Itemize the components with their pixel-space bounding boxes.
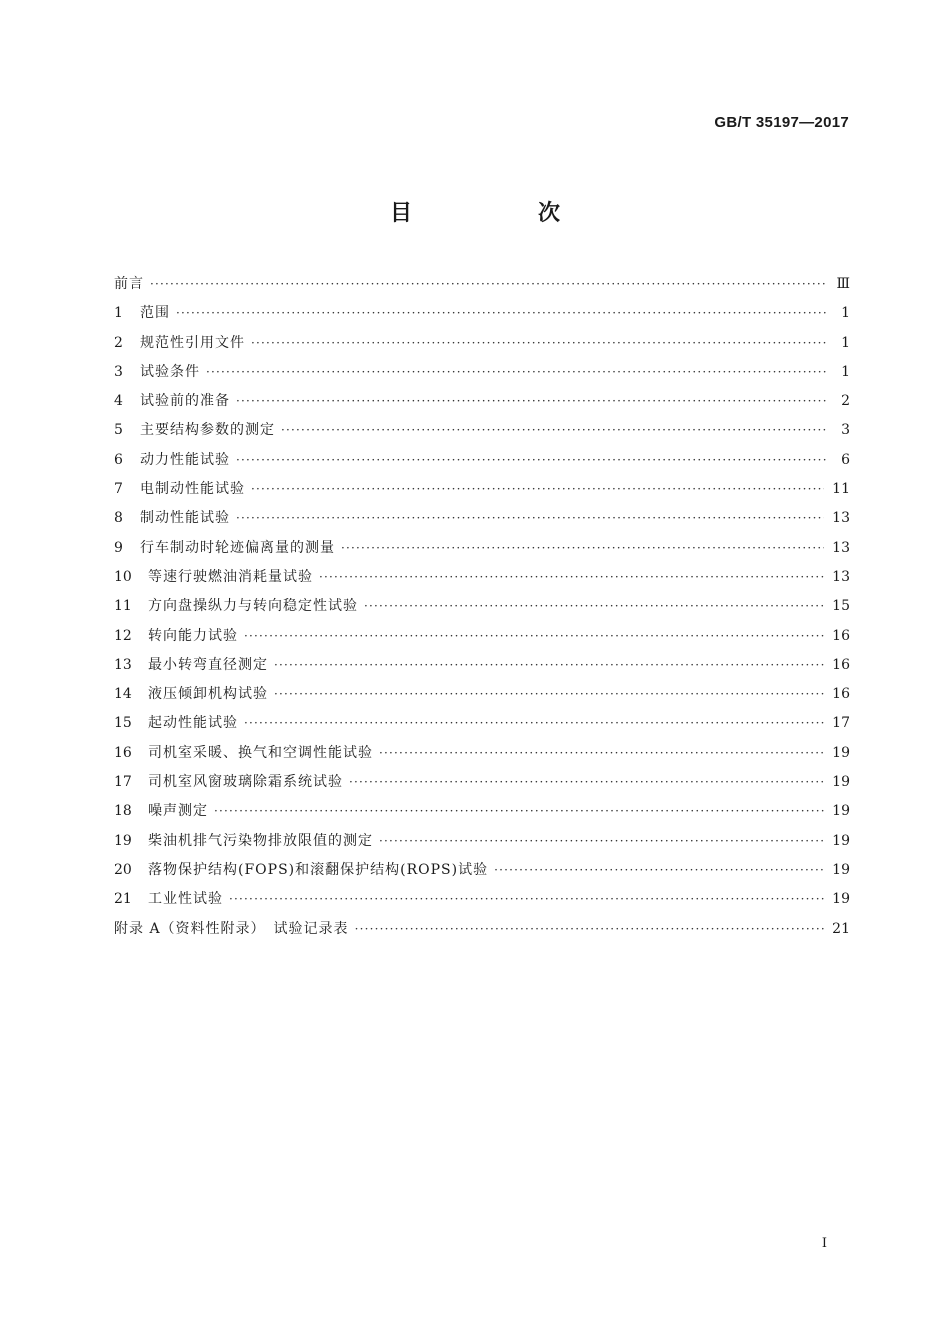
toc-entry-title: 附录 A（资料性附录） 试验记录表 xyxy=(114,920,349,937)
toc-leader-dots xyxy=(150,270,828,299)
toc-entry-title: 柴油机排气污染物排放限值的测定 xyxy=(148,832,373,849)
toc-entry-title: 行车制动时轮迹偏离量的测量 xyxy=(140,539,335,556)
toc-entry-title: 落物保护结构(FOPS)和滚翻保护结构(ROPS)试验 xyxy=(148,861,489,878)
toc-entry-page: 2 xyxy=(841,393,850,410)
toc-entry-number: 5 xyxy=(114,422,123,439)
toc-entry-page: 3 xyxy=(841,422,850,439)
toc-entry-number: 21 xyxy=(114,891,132,908)
toc-entry-title: 方向盘操纵力与转向稳定性试验 xyxy=(148,598,358,615)
toc-leader-dots xyxy=(244,622,824,651)
toc-entry-number: 9 xyxy=(114,539,123,556)
toc-entry-title: 工业性试验 xyxy=(148,891,223,908)
toc-entry-page: 1 xyxy=(841,334,850,351)
toc-entry-page: 1 xyxy=(841,305,850,322)
toc-entry[interactable] xyxy=(114,475,850,504)
toc-entry-page: 1 xyxy=(841,363,850,380)
toc-entry[interactable] xyxy=(114,504,850,533)
toc-entry-title: 制动性能试验 xyxy=(140,510,230,527)
toc-entry[interactable] xyxy=(114,915,850,944)
toc-entry[interactable] xyxy=(114,446,850,475)
toc-entry[interactable] xyxy=(114,856,850,885)
toc-entry-number: 19 xyxy=(114,832,132,849)
toc-entry[interactable] xyxy=(114,270,850,299)
toc-entry-title: 主要结构参数的测定 xyxy=(140,422,275,439)
toc-leader-dots xyxy=(319,563,824,592)
toc-entry-page: Ⅲ xyxy=(836,276,850,292)
toc-leader-dots xyxy=(341,534,824,563)
toc-entry[interactable] xyxy=(114,797,850,826)
toc-entry-number: 17 xyxy=(114,774,132,791)
toc-leader-dots xyxy=(494,856,824,885)
toc-entry-number: 18 xyxy=(114,803,132,820)
toc-leader-dots xyxy=(274,651,824,680)
toc-leader-dots xyxy=(214,797,824,826)
toc-entry-title: 规范性引用文件 xyxy=(140,334,245,351)
toc-entry-title: 液压倾卸机构试验 xyxy=(148,686,268,703)
toc-leader-dots xyxy=(206,358,828,387)
toc-leader-dots xyxy=(244,709,824,738)
toc-entry-page: 19 xyxy=(832,832,850,849)
toc-entry[interactable] xyxy=(114,709,850,738)
toc-entry[interactable] xyxy=(114,563,850,592)
toc-entry-title: 试验前的准备 xyxy=(140,393,230,410)
toc-entry-page: 6 xyxy=(841,451,850,468)
page-number: I xyxy=(821,1236,827,1251)
toc-entry-number: 7 xyxy=(114,481,123,498)
toc-entry-number: 4 xyxy=(114,393,123,410)
toc-leader-dots xyxy=(236,504,824,533)
toc-leader-dots xyxy=(274,680,824,709)
toc-leader-dots xyxy=(251,475,824,504)
toc-entry[interactable] xyxy=(114,329,850,358)
toc-entry-title: 司机室风窗玻璃除霜系统试验 xyxy=(148,774,343,791)
toc-entry[interactable] xyxy=(114,387,850,416)
toc-entry-title: 动力性能试验 xyxy=(140,451,230,468)
toc-entry-page: 16 xyxy=(832,627,850,644)
toc-leader-dots xyxy=(355,915,825,944)
toc-entry-number: 10 xyxy=(114,568,132,585)
toc-entry-number: 8 xyxy=(114,510,123,527)
toc-entry[interactable] xyxy=(114,739,850,768)
toc-entry[interactable] xyxy=(114,358,850,387)
toc-leader-dots xyxy=(236,387,828,416)
toc-entry-title: 最小转弯直径测定 xyxy=(148,656,268,673)
toc-leader-dots xyxy=(379,739,824,768)
toc-entry[interactable] xyxy=(114,651,850,680)
toc-entry-title: 起动性能试验 xyxy=(148,715,238,732)
toc-leader-dots xyxy=(379,827,824,856)
toc-entry[interactable] xyxy=(114,299,850,328)
toc-entry-number: 12 xyxy=(114,627,132,644)
standard-code: GB/T 35197—2017 xyxy=(714,114,849,131)
toc-leader-dots xyxy=(176,299,828,328)
toc-entry-number: 13 xyxy=(114,656,132,673)
toc-entry[interactable] xyxy=(114,534,850,563)
toc-entry-page: 21 xyxy=(832,920,850,937)
toc-leader-dots xyxy=(281,416,828,445)
toc-entry-title: 噪声测定 xyxy=(148,803,208,820)
toc-entry-number: 2 xyxy=(114,334,123,351)
toc-entry-number: 15 xyxy=(114,715,132,732)
toc-entry-page: 15 xyxy=(832,598,850,615)
toc-leader-dots xyxy=(229,885,824,914)
toc-entry-title: 转向能力试验 xyxy=(148,627,238,644)
toc-leader-dots xyxy=(251,329,828,358)
toc-entry-title: 司机室采暖、换气和空调性能试验 xyxy=(148,744,373,761)
toc-entry-number: 1 xyxy=(114,305,123,322)
toc-entry[interactable] xyxy=(114,680,850,709)
toc-entry-page: 13 xyxy=(832,510,850,527)
toc-entry-page: 13 xyxy=(832,539,850,556)
toc-entry-page: 16 xyxy=(832,656,850,673)
toc-leader-dots xyxy=(349,768,824,797)
toc-entry-page: 11 xyxy=(832,481,850,498)
toc-entry-number: 14 xyxy=(114,686,132,703)
toc-entry-title: 等速行驶燃油消耗量试验 xyxy=(148,568,313,585)
toc-entry[interactable] xyxy=(114,768,850,797)
toc-entry-page: 16 xyxy=(832,686,850,703)
toc-entry-number: 11 xyxy=(114,598,132,615)
toc-leader-dots xyxy=(236,446,828,475)
toc-entry-page: 19 xyxy=(832,744,850,761)
toc-entry-page: 19 xyxy=(832,774,850,791)
toc-entry-title: 范围 xyxy=(140,305,170,322)
toc-entry-page: 19 xyxy=(832,891,850,908)
toc-entry-title: 前言 xyxy=(114,276,144,292)
toc-entry[interactable] xyxy=(114,592,850,621)
toc-entry-number: 20 xyxy=(114,861,132,878)
toc-entry-title: 电制动性能试验 xyxy=(140,481,245,498)
toc-entry[interactable] xyxy=(114,416,850,445)
table-of-contents xyxy=(114,270,850,944)
toc-entry-page: 13 xyxy=(832,568,850,585)
toc-entry-page: 19 xyxy=(832,861,850,878)
toc-entry[interactable] xyxy=(114,885,850,914)
toc-entry-number: 3 xyxy=(114,363,123,380)
toc-entry-page: 17 xyxy=(832,715,850,732)
toc-entry[interactable] xyxy=(114,827,850,856)
toc-entry-number: 6 xyxy=(114,451,123,468)
toc-entry-number: 16 xyxy=(114,744,132,761)
page-title: 目 次 xyxy=(389,201,612,226)
toc-leader-dots xyxy=(364,592,824,621)
toc-entry-title: 试验条件 xyxy=(140,363,200,380)
toc-entry-page: 19 xyxy=(832,803,850,820)
toc-entry[interactable] xyxy=(114,622,850,651)
